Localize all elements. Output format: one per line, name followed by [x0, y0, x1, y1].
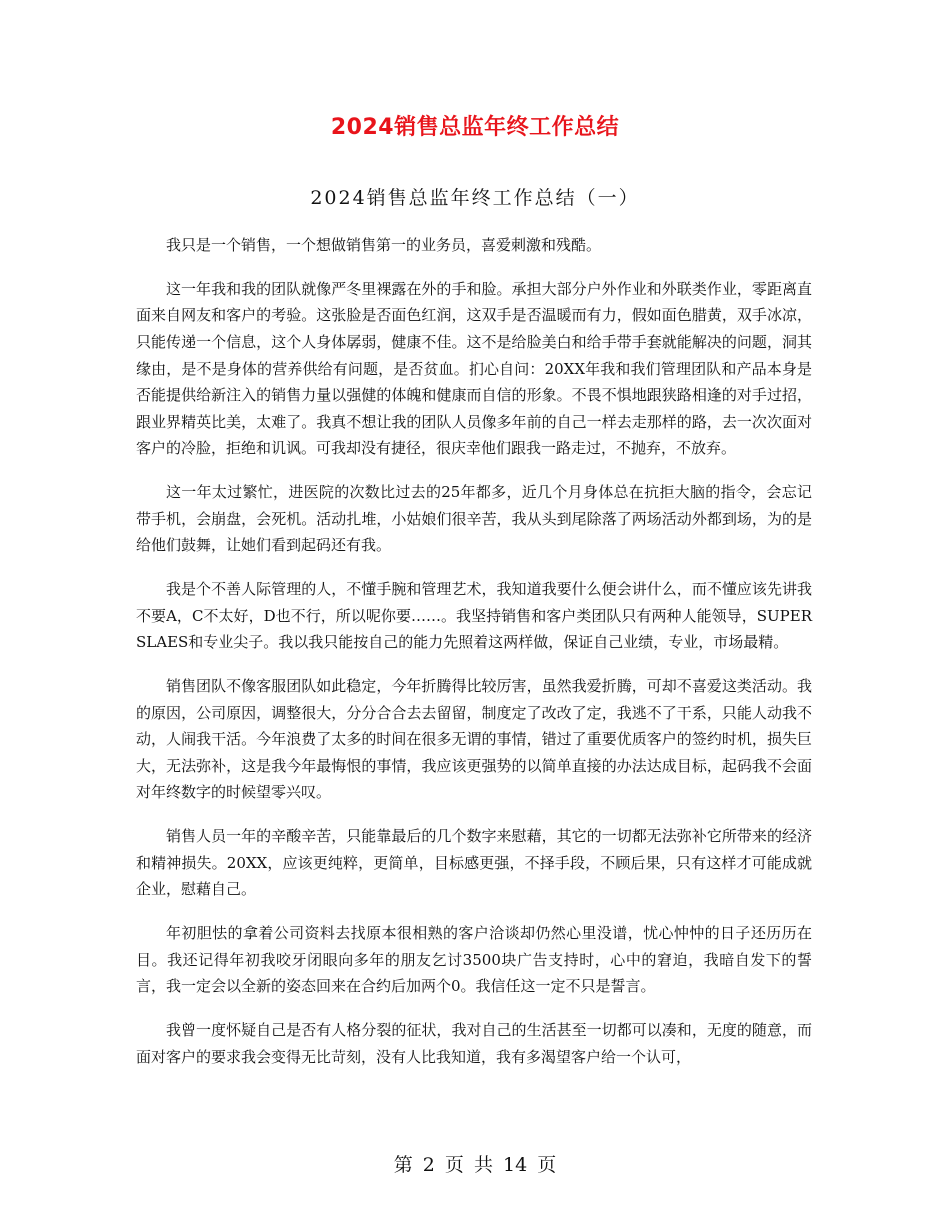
document-title: 2024销售总监年终工作总结 [330, 115, 620, 140]
paragraph-3: 这一年太过繁忙，进医院的次数比过去的25年都多，近几个月身体总在抗拒大脑的指令，会忘记带手机，会崩盘，会死机。活动扎堆，小姑娘们很辛苦，我从头到尾除落了两场活动外都到场，为的是给他们鼓舞，让她们看到起码还有我。 [136, 483, 812, 555]
paragraph-8: 我曾一度怀疑自己是否有人格分裂的征状，我对自己的生活甚至一切都可以凑和，无度的随意，而面对客户的要求我会变得无比苛刻，没有人比我知道，我有多渴望客户给一个认可， [136, 1021, 812, 1066]
paragraph-6: 销售人员一年的辛酸辛苦，只能靠最后的几个数字来慰藉，其它的一切都无法弥补它所带来的经济和精神损失。20XX，应该更纯粹，更简单，目标感更强，不择手段，不顾后果，只有这样才可能成就企业，慰藉自己。 [136, 827, 812, 899]
section-title: 2024销售总监年终工作总结（一） [310, 187, 640, 209]
document-body [136, 232, 812, 1088]
paragraph-5: 销售团队不像客服团队如此稳定，今年折腾得比较厉害，虽然我爱折腾，可却不喜爱这类活动。我的原因，公司原因，调整很大，分分合合去去留留，制度定了改改了定，我逃不了干系，只能人动我不动，人闹我干活。今年浪费了太多的时间在很多无谓的事情，错过了重要优质客户的签约时机，损失巨大，无法弥补，这是我今年最悔恨的事情，我应该更强势的以简单直接的办法达成目标，起码我不会面对年终数字的时候望零兴叹。 [136, 677, 812, 802]
paragraph-2: 这一年我和我的团队就像严冬里裸露在外的手和脸。承担大部分户外作业和外联类作业，零距离直面来自网友和客户的考验。这张脸是否面色红润，这双手是否温暖而有力，假如面色腊黄，双手冰凉，只能传递一个信息，这个人身体孱弱，健康不佳。这不是给脸美白和给手带手套就能解决的问题，洞其缘由，是不是身体的营养供给有问题，是否贫血。扪心自问：20XX年我和我们管理团队和产品本身是否能提供给新注入的销售力量以强健的体魄和健康而自信的形象。不畏不惧地跟狭路相逢的对手过招，跟业界精英比美，太难了。我真不想让我的团队人员像多年前的自己一样去走那样的路，去一次次面对客户的冷脸，拒绝和讥讽。可我却没有捷径，很庆幸他们跟我一路走过，不抛弃，不放弃。 [136, 279, 812, 458]
paragraph-4: 我是个不善人际管理的人，不懂手腕和管理艺术，我知道我要什么便会讲什么，而不懂应该先讲我不要A，C不太好，D也不行，所以呢你要……。我坚持销售和客户类团队只有两种人能领导，SUPERSLAES和专业尖子。我以我只能按自己的能力先照着这两样做，保证自己业绩，专业，市场最精。 [136, 580, 812, 652]
page-footer: 第 2 页 共 14 页 [393, 1154, 557, 1176]
paragraph-1: 我只是一个销售，一个想做销售第一的业务员，喜爱刺激和残酷。 [166, 236, 602, 254]
paragraph-7: 年初胆怯的拿着公司资料去找原本很相熟的客户洽谈却仍然心里没谱，忧心忡忡的日子还历历在目。我还记得年初我咬牙闭眼向多年的朋友乞讨3500块广告支持时，心中的窘迫，我暗自发下的誓言，我一定会以全新的姿态回来在合约后加两个0。我信任这一定不只是誓言。 [136, 924, 812, 996]
